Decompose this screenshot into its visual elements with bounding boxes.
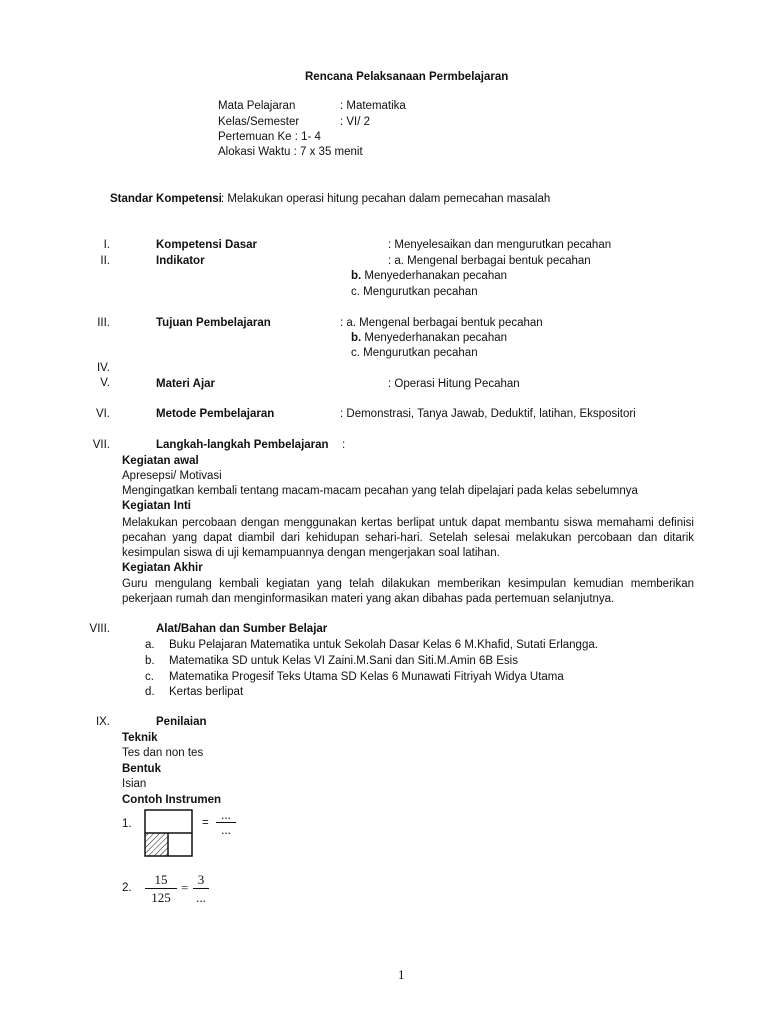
meta-class-label: Kelas/Semester	[218, 116, 300, 128]
fraction-box-figure	[144, 809, 194, 857]
fraction-denominator: ...	[221, 822, 231, 837]
equals-sign: =	[202, 817, 209, 829]
objective-a: : a. Mengenal berbagai bentuk pecahan	[340, 317, 543, 329]
objective-b: b. Menyederhanakan pecahan	[351, 332, 508, 344]
indicator-b: b. Menyederhanakan pecahan	[351, 270, 508, 282]
list-item-letter: c.	[145, 671, 154, 683]
section-number: VIII.	[89, 623, 110, 635]
section-label: Tujuan Pembelajaran	[156, 317, 271, 329]
section-label: Indikator	[156, 255, 205, 267]
fraction-denominator: ...	[196, 890, 206, 905]
section-number: II.	[100, 255, 110, 267]
list-item: Matematika SD untuk Kelas VI Zaini.M.Sani dan Siti.M.Amin 6B Esis	[169, 655, 518, 667]
indicator-c: c. Mengurutkan pecahan	[351, 286, 478, 298]
section-label: Kompetensi Dasar	[156, 239, 257, 251]
section-number: VII.	[92, 439, 110, 451]
fraction-numerator: ...	[221, 807, 231, 822]
section-label: Penilaian	[156, 716, 207, 728]
list-item: Kertas berlipat	[169, 686, 244, 698]
fraction-numerator: 3	[197, 872, 205, 887]
blank-fraction	[216, 808, 236, 837]
section-colon: :	[342, 439, 346, 451]
section-label: Metode Pembelajaran	[156, 408, 275, 420]
list-item-letter: d.	[145, 686, 155, 698]
kegiatan-akhir-text: Guru mengulang kembali kegiatan yang telah dilakukan memberikan kesimpulan kemudian memberikan pekerjaan rumah dan menginformasikan materi yang akan dibahas pada pertemuan selanjutnya.	[122, 578, 694, 605]
list-item-letter: b.	[145, 655, 155, 667]
page-number: 1	[398, 967, 405, 982]
kegiatan-inti-heading: Kegiatan Inti	[122, 500, 192, 512]
standar-label: Standar Kompetensi	[110, 193, 222, 205]
kegiatan-awal-line2: Mengingatkan kembali tentang macam-macam pecahan yang telah dipelajari pada kelas sebelumnya	[122, 485, 638, 497]
section-number: IX.	[95, 716, 110, 728]
list-item: Buku Pelajaran Matematika untuk Sekolah Dasar Kelas 6 M.Khafid, Sutati Erlangga.	[169, 639, 598, 651]
shaded-part	[145, 833, 168, 856]
bentuk-heading: Bentuk	[122, 763, 161, 775]
section-number: III.	[97, 317, 110, 329]
fraction-15-125	[145, 872, 177, 906]
contoh-heading: Contoh Instrumen	[122, 794, 222, 806]
teknik-heading: Teknik	[122, 732, 158, 744]
section-number: IV.	[96, 362, 110, 374]
fraction-3-blank	[193, 872, 209, 906]
meta-subject-value: : Matematika	[340, 100, 406, 112]
fraction-numerator: 15	[154, 872, 168, 887]
kegiatan-awal-line1: Apresepsi/ Motivasi	[122, 470, 222, 482]
meta-meeting: Pertemuan Ke : 1- 4	[218, 131, 321, 143]
objective-c: c. Mengurutkan pecahan	[351, 347, 478, 359]
teknik-value: Tes dan non tes	[122, 747, 204, 759]
section-number: V.	[100, 377, 110, 389]
section-label: Langkah-langkah Pembelajaran	[156, 439, 329, 451]
indicator-a: : a. Mengenal berbagai bentuk pecahan	[388, 255, 591, 267]
section-value: : Menyelesaikan dan mengurutkan pecahan	[388, 239, 612, 251]
meta-subject-label: Mata Pelajaran	[218, 100, 296, 112]
bentuk-value: Isian	[122, 778, 147, 790]
fraction-denominator: 125	[151, 890, 171, 905]
section-label: Materi Ajar	[156, 378, 216, 390]
meta-class-value: : VI/ 2	[340, 116, 371, 128]
section-value: : Demonstrasi, Tanya Jawab, Deduktif, latihan, Ekspositori	[340, 408, 636, 420]
standar-text: : Melakukan operasi hitung pecahan dalam pemecahan masalah	[221, 193, 551, 205]
kegiatan-awal-heading: Kegiatan awal	[122, 455, 199, 467]
question-number: 1.	[122, 818, 132, 830]
question-number: 2.	[122, 882, 132, 894]
kegiatan-inti-text: Melakukan percobaan dengan menggunakan kertas berlipat untuk dapat membantu siswa memahami definisi pecahan yang dapat diambil dari kehidupan sehari-hari. Setelah selesai melakukan percobaan dan ditarik kesimpulan siswa di uji kemampuannya dengan mengerjakan soal latihan.	[122, 517, 694, 559]
equals-sign: =	[181, 880, 189, 895]
list-item-letter: a.	[145, 639, 155, 651]
list-item: Matematika Progesif Teks Utama SD Kelas 6 Munawati Fitriyah Widya Utama	[169, 671, 564, 683]
kegiatan-akhir-heading: Kegiatan Akhir	[122, 562, 203, 574]
section-label: Alat/Bahan dan Sumber Belajar	[156, 623, 328, 635]
section-value: : Operasi Hitung Pecahan	[388, 378, 520, 390]
section-number: VI.	[95, 408, 110, 420]
meta-time-allocation: Alokasi Waktu : 7 x 35 menit	[218, 146, 363, 158]
document-title: Rencana Pelaksanaan Permbelajaran	[305, 71, 509, 83]
section-number: I.	[103, 239, 110, 251]
